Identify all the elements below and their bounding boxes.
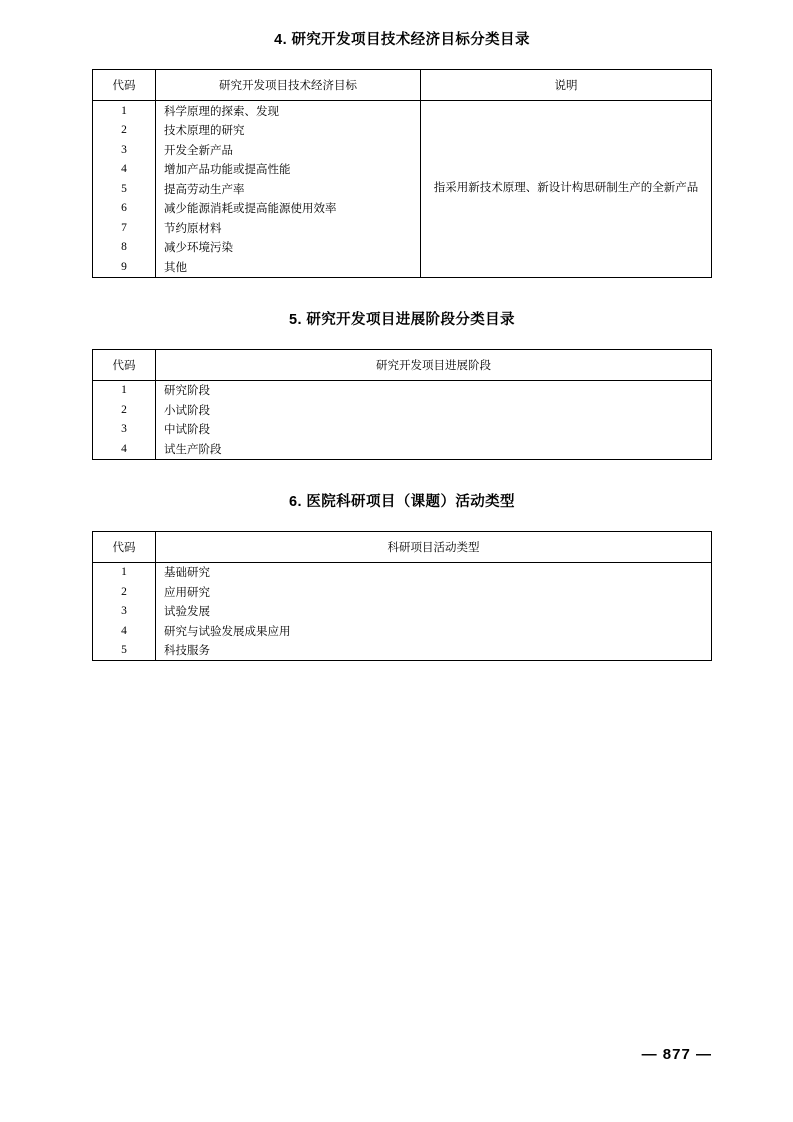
column-header-code: 代码: [93, 70, 156, 101]
section-4-table: [92, 69, 712, 278]
cell-code: 2: [93, 582, 156, 602]
cell-text: 减少环境污染: [156, 238, 421, 258]
table-row: [93, 380, 712, 400]
cell-code: 1: [93, 562, 156, 582]
cell-code: 5: [93, 179, 156, 199]
column-header-goal: 研究开发项目技术经济目标: [156, 70, 421, 101]
table-row: [93, 420, 712, 440]
cell-code: 4: [93, 160, 156, 180]
section-5-table: [92, 349, 712, 460]
section-6-table: [92, 531, 712, 662]
cell-text: 减少能源消耗或提高能源使用效率: [156, 199, 421, 219]
cell-code: 3: [93, 602, 156, 622]
table-header-row: [93, 349, 712, 380]
table-row: [93, 582, 712, 602]
cell-text: 中试阶段: [156, 420, 712, 440]
cell-code: 7: [93, 218, 156, 238]
column-header-stage: 研究开发项目进展阶段: [156, 349, 712, 380]
cell-code: 2: [93, 121, 156, 141]
cell-text: 研究与试验发展成果应用: [156, 621, 712, 641]
column-header-note: 说明: [421, 70, 712, 101]
cell-text: 试验发展: [156, 602, 712, 622]
page-number: — 877 —: [641, 1046, 712, 1063]
cell-text: 研究阶段: [156, 380, 712, 400]
section-6-title: 6. 医院科研项目（课题）活动类型: [289, 493, 515, 510]
page-content: [92, 0, 712, 661]
section-6: [92, 490, 712, 662]
cell-code: 1: [93, 380, 156, 400]
cell-text: 应用研究: [156, 582, 712, 602]
section-spacer: [92, 278, 712, 308]
table-row: [93, 400, 712, 420]
section-4: [92, 28, 712, 278]
table-header-row: [93, 70, 712, 101]
section-spacer: [92, 460, 712, 490]
cell-text: 科学原理的探索、发现: [156, 101, 421, 121]
top-spacer: [92, 0, 712, 28]
table-row: [93, 101, 712, 121]
cell-code: 3: [93, 420, 156, 440]
cell-code: 4: [93, 439, 156, 459]
cell-note: 指采用新技术原理、新设计构思研制生产的全新产品: [421, 101, 712, 278]
cell-text: 技术原理的研究: [156, 121, 421, 141]
section-5: [92, 308, 712, 460]
cell-code: 1: [93, 101, 156, 121]
cell-code: 6: [93, 199, 156, 219]
column-header-code: 代码: [93, 531, 156, 562]
cell-code: 4: [93, 621, 156, 641]
table-row: [93, 641, 712, 661]
cell-text: 科技服务: [156, 641, 712, 661]
cell-text: 试生产阶段: [156, 439, 712, 459]
cell-code: 9: [93, 257, 156, 277]
cell-text: 节约原材料: [156, 218, 421, 238]
cell-text: 其他: [156, 257, 421, 277]
cell-code: 5: [93, 641, 156, 661]
cell-text: 开发全新产品: [156, 140, 421, 160]
cell-text: 小试阶段: [156, 400, 712, 420]
table-row: [93, 602, 712, 622]
cell-text: 基础研究: [156, 562, 712, 582]
table-row: [93, 439, 712, 459]
table-row: [93, 621, 712, 641]
cell-text: 提高劳动生产率: [156, 179, 421, 199]
cell-code: 8: [93, 238, 156, 258]
cell-code: 2: [93, 400, 156, 420]
section-5-title: 5. 研究开发项目进展阶段分类目录: [289, 311, 515, 328]
cell-text: 增加产品功能或提高性能: [156, 160, 421, 180]
table-row: [93, 562, 712, 582]
column-header-code: 代码: [93, 349, 156, 380]
cell-code: 3: [93, 140, 156, 160]
table-header-row: [93, 531, 712, 562]
column-header-activity-type: 科研项目活动类型: [156, 531, 712, 562]
section-4-title: 4. 研究开发项目技术经济目标分类目录: [274, 32, 530, 48]
